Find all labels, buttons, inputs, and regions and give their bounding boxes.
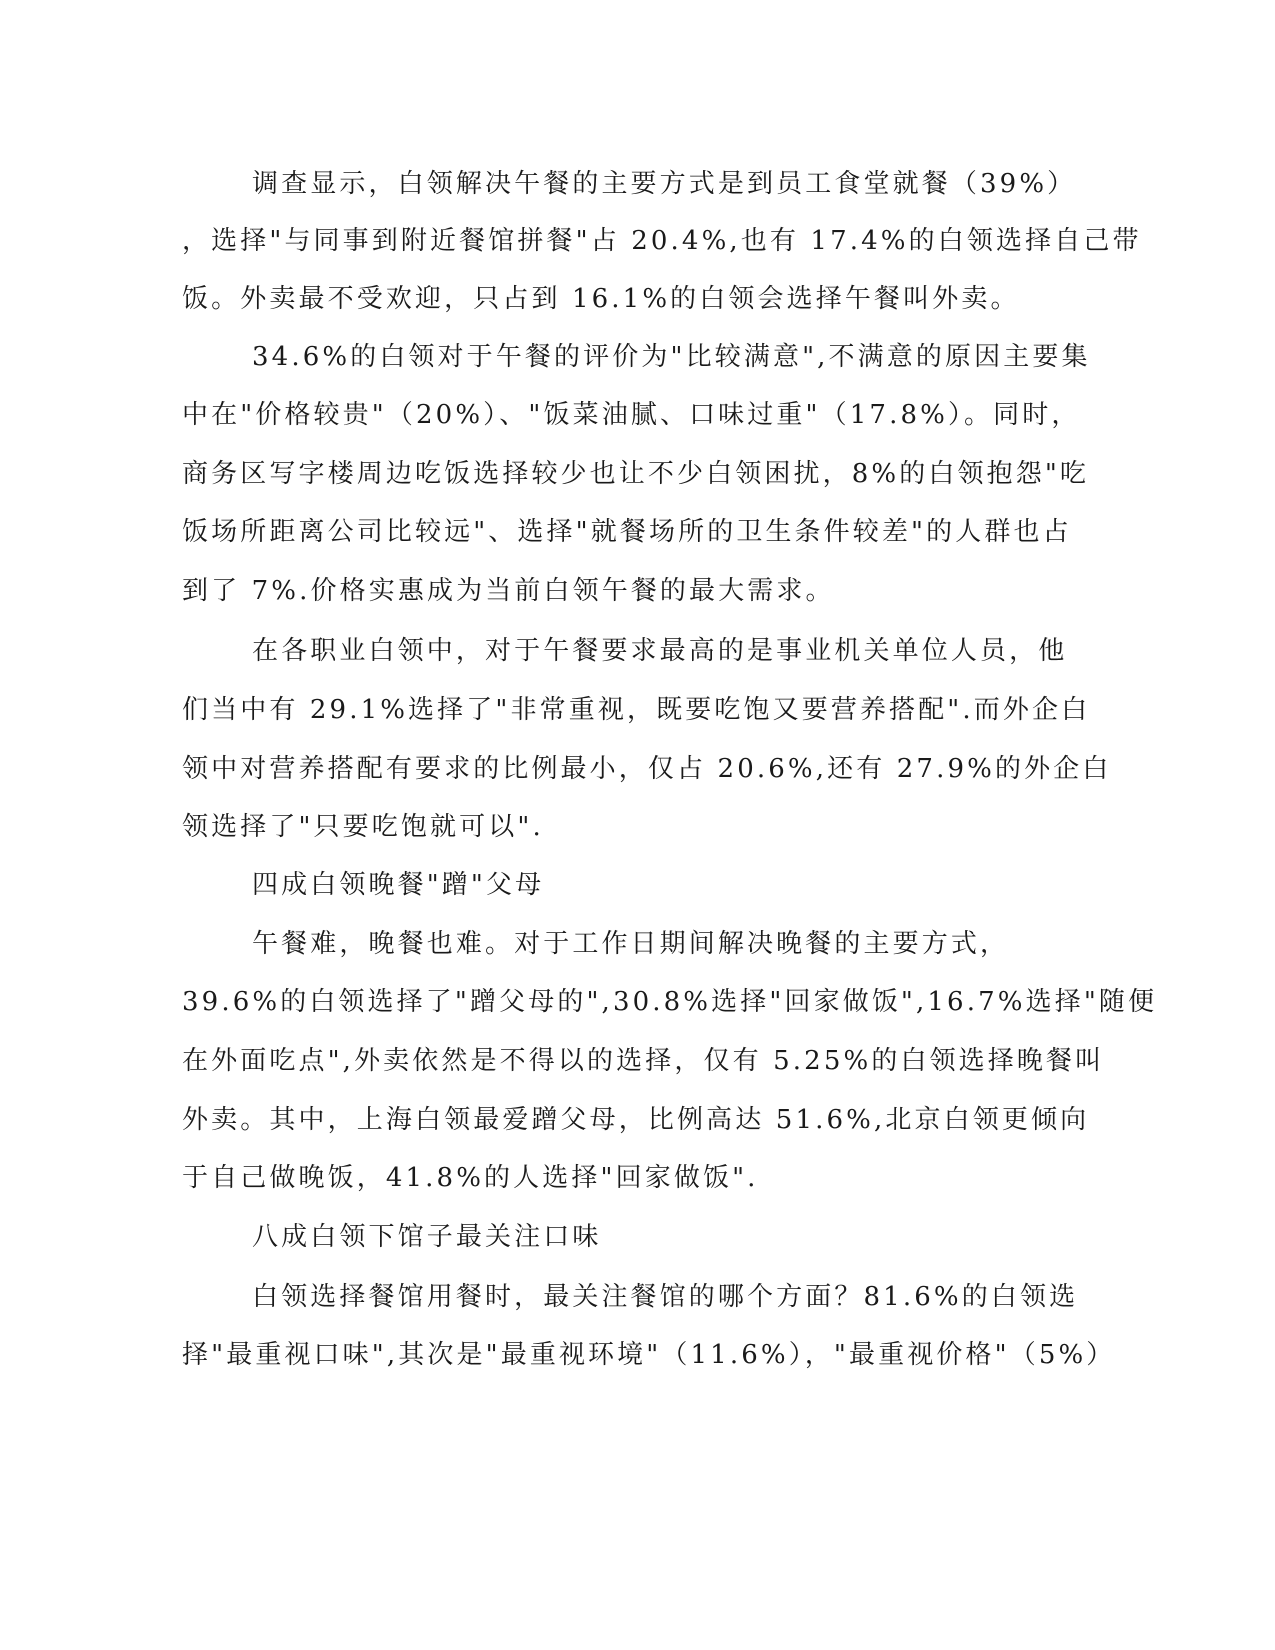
text-line: 领选择了"只要吃饱就可以". bbox=[182, 812, 544, 842]
section-heading: 八成白领下馆子最关注口味 bbox=[252, 1222, 602, 1252]
text-line: 在外面吃点",外卖依然是不得以的选择，仅有 5.25%的白领选择晚餐叫 bbox=[182, 1046, 1105, 1076]
text-line: 们当中有 29.1%选择了"非常重视，既要吃饱又要营养搭配".而外企白 bbox=[182, 695, 1091, 725]
text-line: 中在"价格较贵"（20%）、"饭菜油腻、口味过重"（17.8%）。同时， bbox=[182, 400, 1081, 430]
text-line: 于自己做晚饭，41.8%的人选择"回家做饭". bbox=[182, 1163, 759, 1193]
text-line: 商务区写字楼周边吃饭选择较少也让不少白领困扰，8%的白领抱怨"吃 bbox=[182, 459, 1090, 489]
section-heading: 四成白领晚餐"蹭"父母 bbox=[252, 870, 545, 900]
text-line: 白领选择餐馆用餐时，最关注餐馆的哪个方面？81.6%的白领选 bbox=[252, 1282, 1079, 1312]
text-line: 饭。外卖最不受欢迎，只占到 16.1%的白领会选择午餐叫外卖。 bbox=[182, 284, 1020, 314]
text-line: 领中对营养搭配有要求的比例最小，仅占 20.6%,还有 27.9%的外企白 bbox=[182, 754, 1112, 784]
text-line: 外卖。其中，上海白领最爱蹭父母，比例高达 51.6%,北京白领更倾向 bbox=[182, 1105, 1090, 1135]
text-line: 择"最重视口味",其次是"最重视环境"（11.6%），"最重视价格"（5%） bbox=[182, 1340, 1116, 1370]
text-line: 34.6%的白领对于午餐的评价为"比较满意",不满意的原因主要集 bbox=[252, 342, 1091, 372]
text-line: 饭场所距离公司比较远"、选择"就餐场所的卫生条件较差"的人群也占 bbox=[182, 517, 1072, 547]
text-line: 在各职业白领中，对于午餐要求最高的是事业机关单位人员，他 bbox=[252, 636, 1068, 666]
text-line: 到了 7%.价格实惠成为当前白领午餐的最大需求。 bbox=[182, 576, 835, 606]
text-line: ，选择"与同事到附近餐馆拼餐"占 20.4%,也有 17.4%的白领选择自己带 bbox=[182, 226, 1142, 256]
text-line: 39.6%的白领选择了"蹭父母的",30.8%选择"回家做饭",16.7%选择"随便 bbox=[182, 987, 1158, 1017]
text-line: 午餐难，晚餐也难。对于工作日期间解决晚餐的主要方式， bbox=[252, 929, 1010, 959]
text-line: 调查显示，白领解决午餐的主要方式是到员工食堂就餐（39%） bbox=[252, 169, 1077, 199]
